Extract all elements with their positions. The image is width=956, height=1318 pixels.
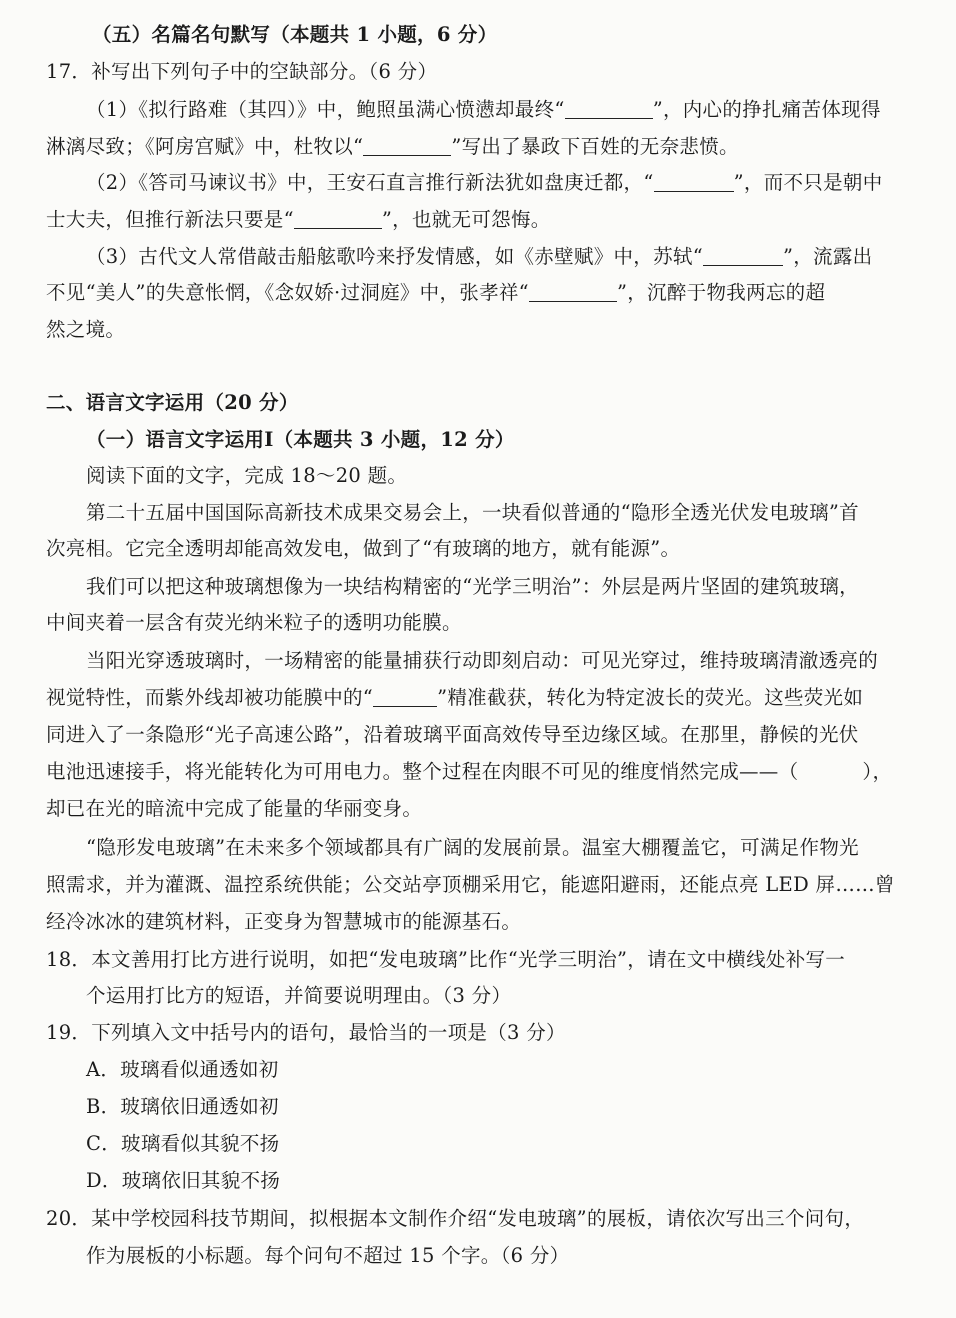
q17-p1-line2	[46, 132, 739, 162]
q19-option-b: B．玻璃依旧通透如初	[86, 1095, 279, 1118]
q19-option-c: C．玻璃看似其貌不扬	[86, 1132, 280, 1155]
q19-option-d: D．玻璃依旧其貌不扬	[86, 1169, 281, 1192]
q17-p2-text-d: ”，也就无可怨悔。	[381, 208, 551, 231]
q17-p1-text-b: ”，内心的挣扎痛苦体现得	[652, 98, 881, 121]
q18-stem-cont: 个运用打比方的短语，并简要说明理由。（3 分）	[86, 984, 512, 1007]
passage-line: 中间夹着一层含有荧光纳米粒子的透明功能膜。	[46, 611, 462, 634]
q17-p3-text-a: （3）古代文人常借敲击船舷歌吟来抒发情感，如《赤壁赋》中，苏轼“	[86, 245, 703, 268]
q17-p1-line1	[86, 95, 881, 125]
sub1-title: （一）语言文字运用Ⅰ（本题共 3 小题，12 分）	[86, 428, 515, 451]
answer-blank	[363, 133, 451, 156]
passage-text: 视觉特性，而紫外线却被功能膜中的“	[46, 686, 374, 709]
q17-p2-text-a: （2）《答司马谏议书》中，王安石直言推行新法犹如盘庚迁都，“	[86, 171, 654, 194]
q17-p2-line1	[86, 168, 883, 198]
q18-stem: 18．本文善用打比方进行说明，如把“发电玻璃”比作“光学三明治”，请在文中横线处补写一	[46, 948, 846, 971]
passage-line: “隐形发电玻璃”在未来多个领域都具有广阔的发展前景。温室大棚覆盖它，可满足作物光	[86, 836, 859, 859]
passage-line: 却已在光的暗流中完成了能量的华丽变身。	[46, 797, 423, 820]
passage-text: 电池迅速接手，将光能转化为可用电力。整个过程在肉眼不可见的维度悄然完成——（	[46, 760, 799, 783]
q17-p1-text-a: （1）《拟行路难（其四）》中，鲍照虽满心愤懑却最终“	[86, 98, 565, 121]
passage-line: 经冷冰冰的建筑材料，正变身为智慧城市的能源基石。	[46, 910, 522, 933]
passage-line: 我们可以把这种玻璃想像为一块结构精密的“光学三明治”：外层是两片坚固的建筑玻璃，	[86, 575, 859, 598]
answer-blank	[294, 206, 382, 229]
q17-p3-line2	[46, 278, 825, 308]
q17-p3-line1	[86, 242, 872, 272]
section5-title: （五）名篇名句默写（本题共 1 小题，6 分）	[92, 23, 498, 46]
q17-stem: 17．补写出下列句子中的空缺部分。（6 分）	[46, 60, 438, 83]
answer-blank	[565, 96, 653, 119]
passage-line: 当阳光穿透玻璃时，一场精密的能量捕获行动即刻启动：可见光穿过，维持玻璃清澈透亮的	[86, 649, 879, 672]
q17-p3-line3: 然之境。	[46, 318, 126, 341]
q17-p3-text-c: 不见“美人”的失意怅惘，《念奴娇·过洞庭》中，张孝祥“	[46, 281, 529, 304]
passage-line-with-paren	[46, 757, 892, 787]
answer-blank	[654, 169, 734, 192]
reading-instruction: 阅读下面的文字，完成 18～20 题。	[86, 464, 408, 487]
q17-p2-text-c: 士大夫，但推行新法只要是“	[46, 208, 294, 231]
q19-stem: 19．下列填入文中括号内的语句，最恰当的一项是（3 分）	[46, 1021, 566, 1044]
passage-line: 次亮相。它完全透明却能高效发电，做到了“有玻璃的地方，就有能源”。	[46, 537, 681, 560]
passage-line: 照需求，并为灌溉、温控系统供能；公交站亭顶棚采用它，能遮阳避雨，还能点亮 LED 屏……曾	[46, 873, 895, 896]
q17-p1-text-c: 淋漓尽致；《阿房宫赋》中，杜牧以“	[46, 135, 364, 158]
q17-p3-text-b: ”，流露出	[782, 245, 873, 268]
part2-title: 二、语言文字运用（20 分）	[46, 391, 299, 414]
q17-p2-text-b: ”，而不只是朝中	[733, 171, 883, 194]
passage-text: ”精准截获，转化为特定波长的荧光。这些荧光如	[437, 686, 864, 709]
answer-blank	[373, 684, 437, 707]
answer-blank	[703, 243, 783, 266]
q20-stem: 20．某中学校园科技节期间，拟根据本文制作介绍“发电玻璃”的展板，请依次写出三个问句，	[46, 1207, 865, 1230]
passage-line-with-blank	[46, 683, 863, 713]
passage-text: ），	[862, 760, 893, 783]
q17-p3-text-d: ”，沉醉于物我两忘的超	[616, 281, 826, 304]
q20-stem-cont: 作为展板的小标题。每个问句不超过 15 个字。（6 分）	[86, 1244, 570, 1267]
passage-line: 同进入了一条隐形“光子高速公路”，沿着玻璃平面高效传导至边缘区域。在那里，静候的光伏	[46, 723, 859, 746]
q17-p2-line2	[46, 205, 551, 235]
q17-p1-text-d: ”写出了暴政下百姓的无奈悲愤。	[451, 135, 739, 158]
q19-option-a: A．玻璃看似通透如初	[86, 1058, 279, 1081]
answer-blank	[529, 279, 617, 302]
passage-line: 第二十五届中国国际高新技术成果交易会上，一块看似普通的“隐形全透光伏发电玻璃”首	[86, 501, 859, 524]
